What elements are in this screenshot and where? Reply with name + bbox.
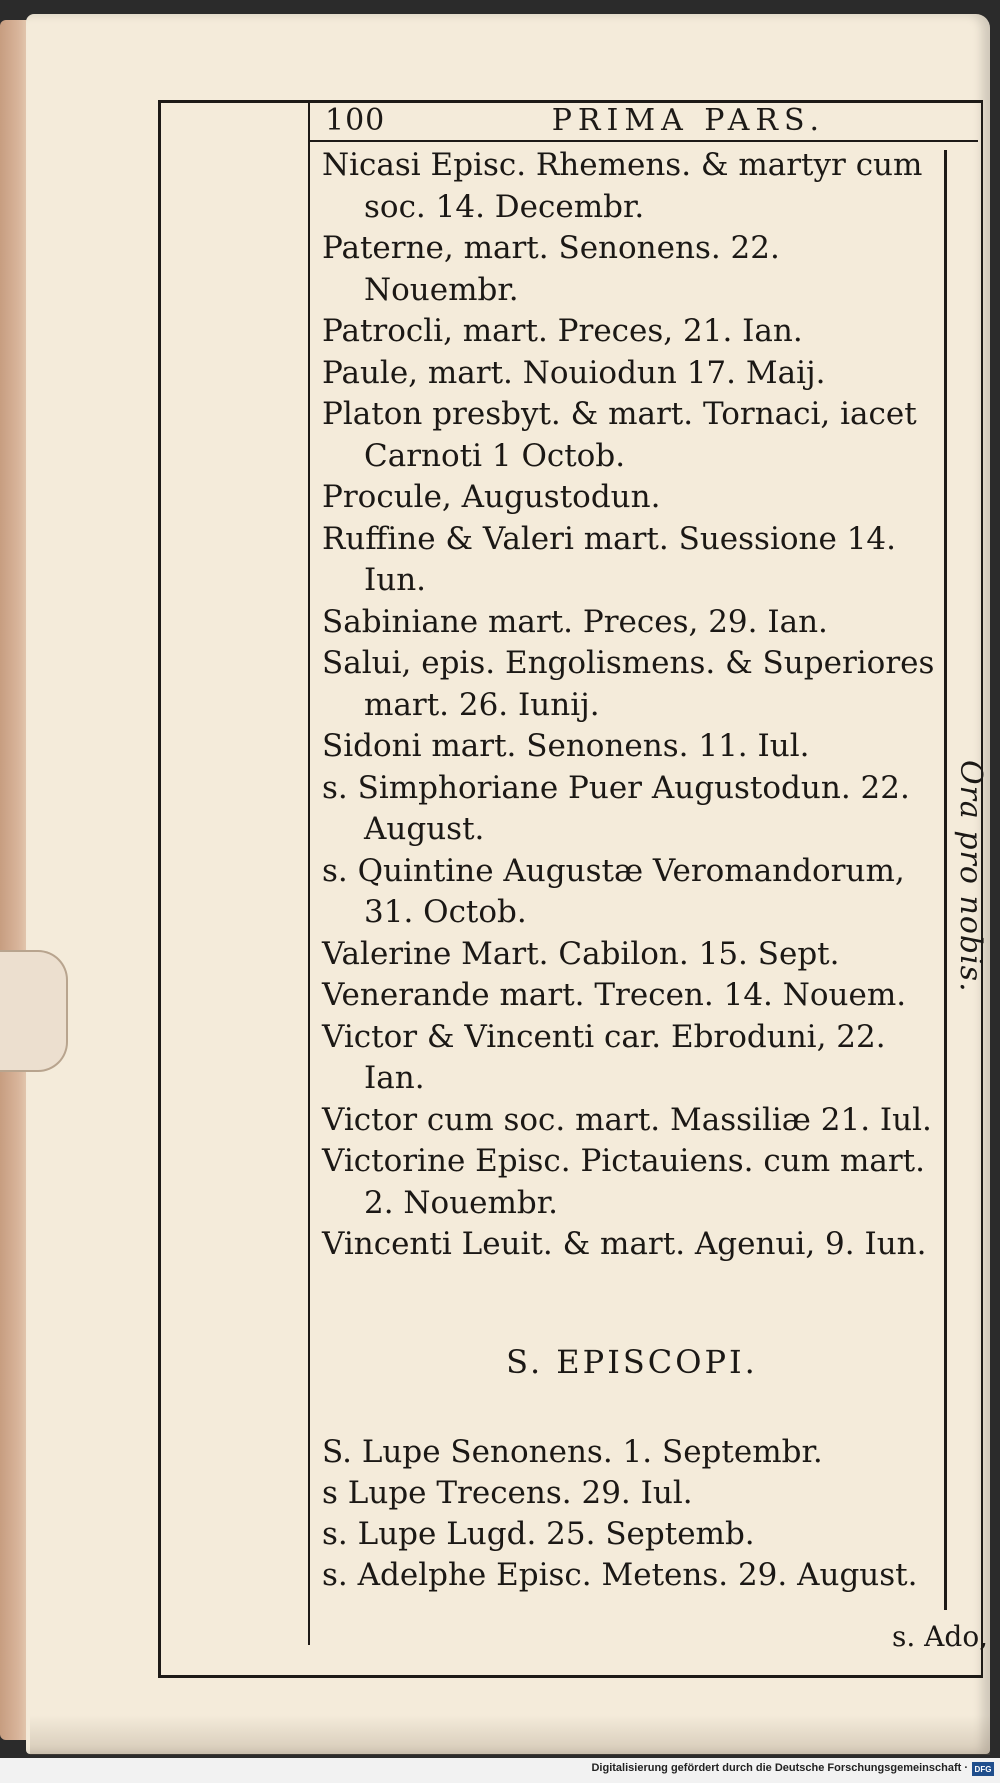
list-item: s. Lupe Lugd. 25. Septemb. — [322, 1516, 755, 1552]
dfg-logo-icon: DFG — [972, 1762, 994, 1776]
list-item: Platon presbyt. & mart. Tornaci, iacet Carnoti 1 Octob. — [322, 396, 917, 474]
list-item: s. Adelphe Episc. Metens. 29. August. — [322, 1557, 918, 1593]
list-item: Paule, mart. Nouiodun 17. Maij. — [322, 354, 826, 391]
header-rule — [310, 140, 978, 142]
running-title: PRIMA PARS. — [551, 103, 825, 138]
page-tab — [0, 950, 68, 1072]
catchword: s. Ado, — [892, 1620, 989, 1653]
list-item: Venerande mart. Trecen. 14. Nouem. — [322, 977, 907, 1013]
list-item: Patrocli, mart. Preces, 21. Ian. — [322, 313, 803, 349]
list-item: Sabiniane mart. Preces, 29. Ian. — [322, 603, 828, 640]
list-item: Victorine Episc. Pictauiens. cum mart. 2. Nouembr. — [322, 1143, 925, 1221]
footer-credit: Digitalisierung gefördert durch die Deutsche Forschungsgemeinschaft · — [591, 1762, 968, 1774]
page-number: 100 — [325, 103, 386, 138]
list-item: Vincenti Leuit. & mart. Agenui, 9. Iun. — [322, 1226, 927, 1262]
section-heading: S. EPISCOPI. — [506, 1343, 758, 1381]
list-item: Victor & Vincenti car. Ebroduni, 22. Ian. — [322, 1018, 886, 1096]
list-item: S. Lupe Senonens. 1. Septembr. — [322, 1434, 823, 1470]
list-item: s Lupe Trecens. 29. Iul. — [322, 1475, 693, 1511]
list-item: Sidoni mart. Senonens. 11. Iul. — [322, 728, 810, 764]
list-item: s. Simphoriane Puer Augustodun. 22. August. — [322, 769, 910, 847]
list-item: Procule, Augustodun. — [322, 479, 661, 515]
list-item: Valerine Mart. Cabilon. 15. Sept. — [322, 935, 840, 972]
list-item: Ruffine & Valeri mart. Suessione 14. Iun. — [322, 520, 896, 598]
running-head — [325, 88, 945, 138]
frame-rule-left — [308, 100, 310, 1645]
list-item: Paterne, mart. Senonens. 22. Nouembr. — [322, 230, 780, 308]
side-note: Ora pro nobis. — [953, 760, 988, 993]
list-item: s. Quintine Augustæ Veromandorum, 31. Octob. — [322, 852, 905, 930]
frame-rule-right — [944, 150, 947, 1610]
list-item: Nicasi Episc. Rhemens. & martyr cum soc. 14. Decembr. — [322, 147, 923, 225]
episcopi-list — [322, 1432, 942, 1596]
litany-list — [322, 145, 942, 1266]
list-item: Victor cum soc. mart. Massiliæ 21. Iul. — [322, 1101, 932, 1138]
list-item: Salui, epis. Engolismens. & Superiores mart. 26. Iunij. — [322, 645, 935, 723]
page-shadow — [30, 1715, 990, 1755]
